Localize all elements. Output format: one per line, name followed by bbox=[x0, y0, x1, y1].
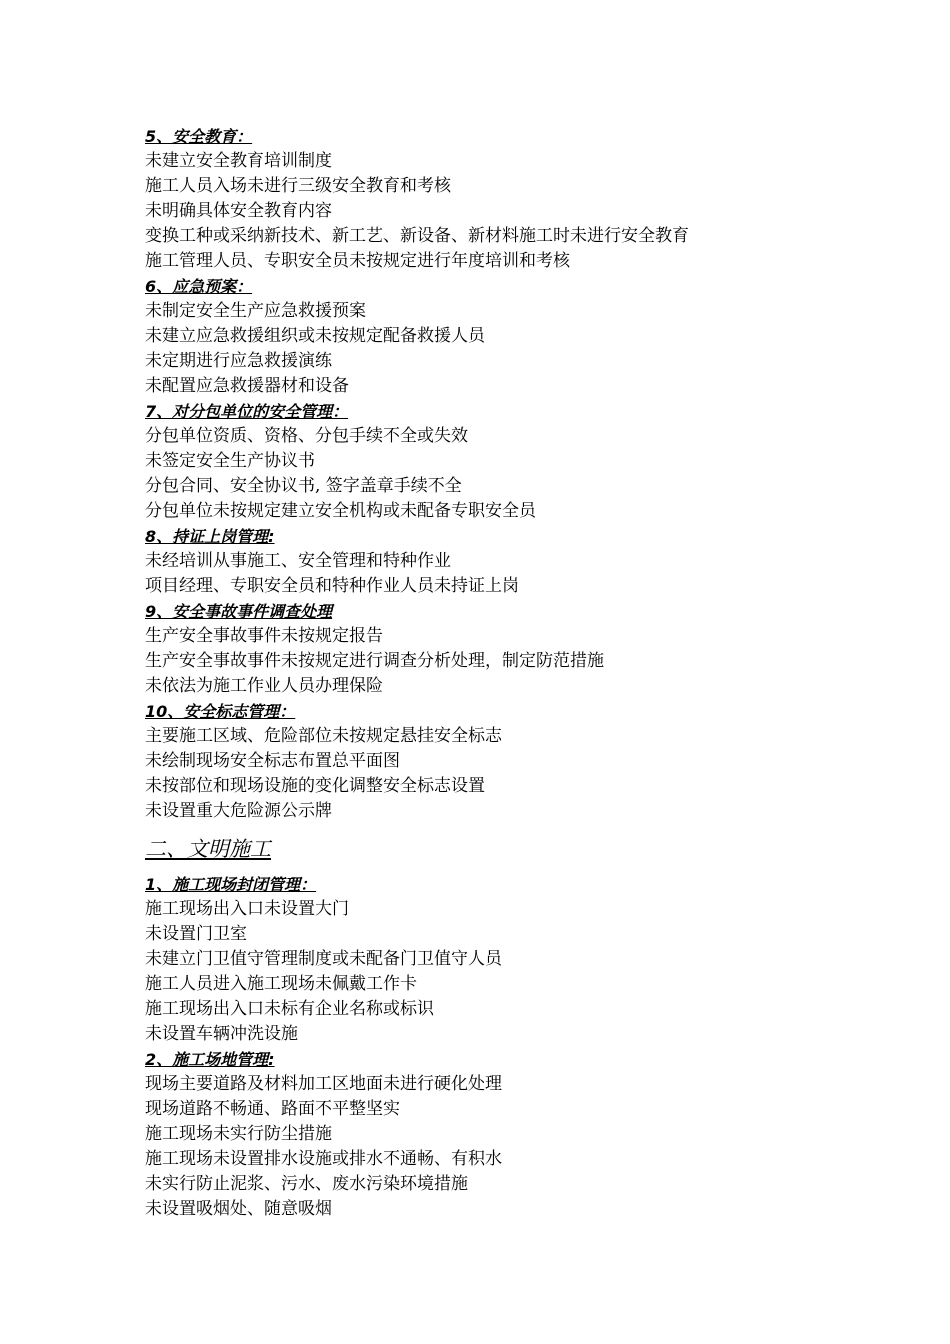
checklist-group bbox=[145, 399, 905, 524]
checklist-item: 未签定安全生产协议书 bbox=[145, 451, 315, 471]
checklist-item: 未明确具体安全教育内容 bbox=[145, 201, 332, 221]
checklist-item: 变换工种或采纳新技术、新工艺、新设备、新材料施工时未进行安全教育 bbox=[145, 226, 689, 246]
checklist-item: 未配置应急救援器材和设备 bbox=[145, 376, 349, 396]
checklist-item: 未依法为施工作业人员办理保险 bbox=[145, 676, 383, 696]
checklist-item: 未实行防止泥浆、污水、废水污染环境措施 bbox=[145, 1174, 468, 1194]
checklist-item: 施工人员进入施工现场未佩戴工作卡 bbox=[145, 974, 417, 994]
checklist-group bbox=[145, 1047, 905, 1222]
checklist-item: 现场道路不畅通、路面不平整坚实 bbox=[145, 1099, 400, 1119]
group-heading: 10、安全标志管理： bbox=[145, 702, 296, 721]
civilized-construction-part bbox=[145, 872, 905, 1222]
checklist-item: 施工现场未设置排水设施或排水不通畅、有积水 bbox=[145, 1149, 502, 1169]
group-heading: 1、施工现场封闭管理： bbox=[145, 875, 317, 894]
group-heading: 8、持证上岗管理: bbox=[145, 527, 275, 546]
group-heading: 7、对分包单位的安全管理： bbox=[145, 402, 349, 421]
checklist-group bbox=[145, 274, 905, 399]
group-heading: 5、安全教育： bbox=[145, 127, 253, 146]
checklist-item: 未建立安全教育培训制度 bbox=[145, 151, 332, 171]
checklist-group bbox=[145, 524, 905, 599]
group-heading: 2、施工场地管理: bbox=[145, 1050, 275, 1069]
checklist-item: 未设置车辆冲洗设施 bbox=[145, 1024, 298, 1044]
group-heading: 6、应急预案： bbox=[145, 277, 253, 296]
checklist-item: 未设置门卫室 bbox=[145, 924, 247, 944]
checklist-item: 分包单位资质、资格、分包手续不全或失效 bbox=[145, 426, 468, 446]
safety-management-part bbox=[145, 124, 905, 824]
checklist-group bbox=[145, 124, 905, 274]
group-heading: 9、安全事故事件调查处理 bbox=[145, 602, 333, 621]
checklist-item: 施工现场未实行防尘措施 bbox=[145, 1124, 332, 1144]
checklist-group bbox=[145, 599, 905, 699]
checklist-item: 生产安全事故事件未按规定报告 bbox=[145, 626, 383, 646]
checklist-group bbox=[145, 699, 905, 824]
checklist-item: 生产安全事故事件未按规定进行调查分析处理，制定防范措施 bbox=[145, 651, 604, 671]
checklist-item: 分包单位未按规定建立安全机构或未配备专职安全员 bbox=[145, 501, 536, 521]
checklist-item: 施工管理人员、专职安全员未按规定进行年度培训和考核 bbox=[145, 251, 570, 271]
checklist-item: 施工现场出入口未设置大门 bbox=[145, 899, 349, 919]
checklist-item: 未建立应急救援组织或未按规定配备救援人员 bbox=[145, 326, 485, 346]
checklist-item: 主要施工区域、危险部位未按规定悬挂安全标志 bbox=[145, 726, 502, 746]
checklist-item: 施工现场出入口未标有企业名称或标识 bbox=[145, 999, 434, 1019]
checklist-group bbox=[145, 872, 905, 1047]
checklist-item: 未定期进行应急救援演练 bbox=[145, 351, 332, 371]
checklist-item: 未建立门卫值守管理制度或未配备门卫值守人员 bbox=[145, 949, 502, 969]
section-title-civilized-construction: 二、文明施工 bbox=[145, 837, 271, 861]
checklist-item: 项目经理、专职安全员和特种作业人员未持证上岗 bbox=[145, 576, 519, 596]
document-body bbox=[145, 124, 905, 1222]
checklist-item: 未绘制现场安全标志布置总平面图 bbox=[145, 751, 400, 771]
checklist-item: 未设置重大危险源公示牌 bbox=[145, 801, 332, 821]
checklist-item: 未经培训从事施工、安全管理和特种作业 bbox=[145, 551, 451, 571]
checklist-item: 未设置吸烟处、随意吸烟 bbox=[145, 1199, 332, 1219]
checklist-item: 施工人员入场未进行三级安全教育和考核 bbox=[145, 176, 451, 196]
checklist-item: 未按部位和现场设施的变化调整安全标志设置 bbox=[145, 776, 485, 796]
checklist-item: 未制定安全生产应急救援预案 bbox=[145, 301, 366, 321]
checklist-item: 现场主要道路及材料加工区地面未进行硬化处理 bbox=[145, 1074, 502, 1094]
checklist-item: 分包合同、安全协议书, 签字盖章手续不全 bbox=[145, 476, 462, 496]
